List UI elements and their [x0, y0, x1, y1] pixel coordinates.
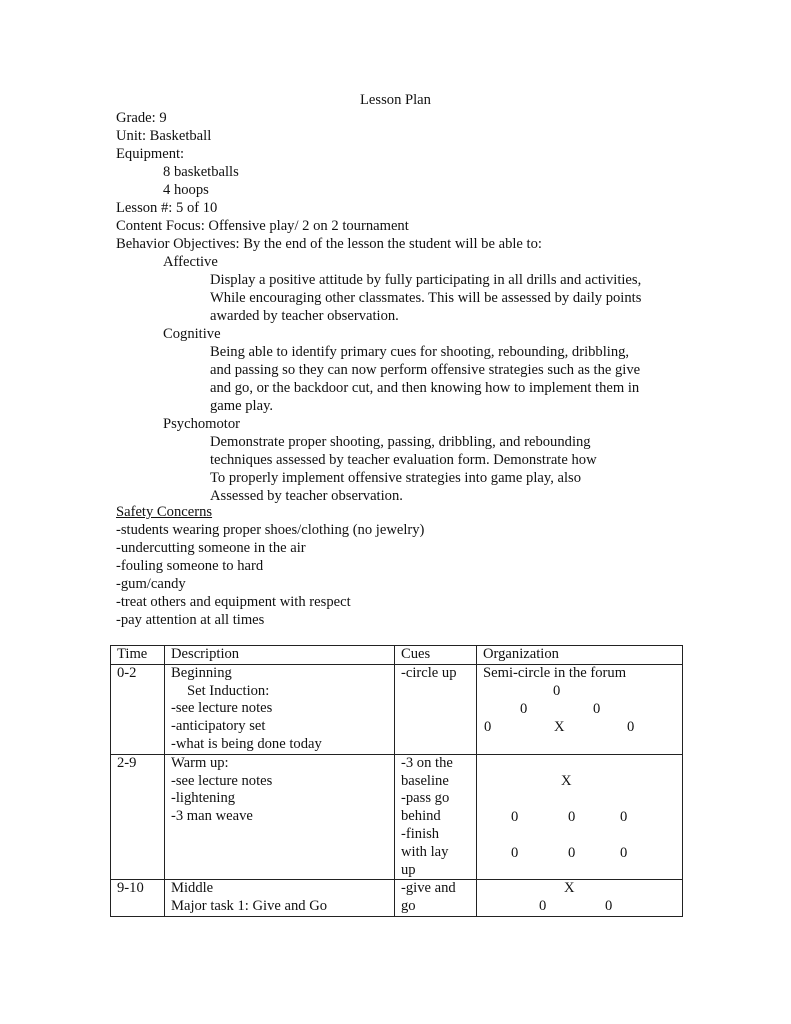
description-line: -see lecture notes	[171, 700, 273, 717]
description-cell	[165, 664, 395, 754]
cue-line: go	[401, 898, 416, 915]
description-line: Major task 1: Give and Go	[171, 898, 328, 915]
description-line: Middle	[171, 880, 214, 897]
player-mark: 0	[511, 844, 519, 861]
cognitive-text: Being able to identify primary cues for shooting, rebounding, dribbling,	[210, 344, 630, 360]
header-organization: Organization	[477, 646, 683, 665]
table-header-row	[111, 646, 683, 665]
table-row	[111, 880, 683, 917]
safety-item: -treat others and equipment with respect	[116, 594, 351, 610]
player-mark: 0	[568, 844, 576, 861]
cue-line: behind	[401, 808, 441, 825]
description-cell	[165, 754, 395, 880]
player-mark: 0	[484, 718, 492, 735]
cue-line: baseline	[401, 772, 449, 789]
player-mark: 0	[620, 808, 628, 825]
safety-item: -gum/candy	[116, 576, 186, 592]
header-time: Time	[111, 646, 165, 665]
player-mark: 0	[605, 898, 613, 915]
cue-line: up	[401, 861, 416, 878]
player-mark: 0	[553, 682, 561, 699]
safety-item: -pay attention at all times	[116, 612, 265, 628]
time-cell: 0-2	[111, 664, 165, 754]
lesson-number-line: Lesson #: 5 of 10	[116, 200, 218, 216]
psychomotor-text: techniques assessed by teacher evaluation form. Demonstrate how	[210, 452, 597, 468]
cognitive-text: and passing so they can now perform offensive strategies such as the give	[210, 362, 641, 378]
behavior-objectives-intro: Behavior Objectives: By the end of the lesson the student will be able to:	[116, 236, 542, 252]
content-focus-line: Content Focus: Offensive play/ 2 on 2 tournament	[116, 218, 409, 234]
description-line: -what is being done today	[171, 735, 322, 752]
safety-item: -students wearing proper shoes/clothing (no jewelry)	[116, 522, 425, 538]
equipment-item: 4 hoops	[163, 182, 209, 198]
affective-text: While encouraging other classmates. This will be assessed by daily points	[210, 290, 642, 306]
safety-heading: Safety Concerns	[116, 504, 213, 520]
cues-cell	[395, 754, 477, 880]
organization-title: Semi-circle in the forum	[483, 664, 627, 681]
affective-text: Display a positive attitude by fully participating in all drills and activities,	[210, 272, 642, 288]
equipment-label: Equipment:	[116, 146, 185, 162]
player-mark: 0	[620, 844, 628, 861]
cue-line: -finish	[401, 825, 440, 842]
page-title: Lesson Plan	[360, 92, 431, 108]
description-line: Set Induction:	[187, 682, 270, 699]
cognitive-text: and go, or the backdoor cut, and then knowing how to implement them in	[210, 380, 640, 396]
organization-cell	[477, 664, 683, 754]
description-cell	[165, 880, 395, 917]
player-mark: 0	[568, 808, 576, 825]
safety-item: -fouling someone to hard	[116, 558, 264, 574]
header-cues: Cues	[395, 646, 477, 665]
cues-cell	[395, 664, 477, 754]
organization-cell	[477, 880, 683, 917]
player-mark: 0	[520, 700, 528, 717]
cue-line: -pass go	[401, 790, 450, 807]
player-mark: 0	[627, 718, 635, 735]
time-cell: 2-9	[111, 754, 165, 880]
description-line: -lightening	[171, 790, 236, 807]
teacher-mark: X	[561, 772, 572, 789]
player-mark: 0	[511, 808, 519, 825]
cue-line: -3 on the	[401, 754, 453, 771]
affective-text: awarded by teacher observation.	[210, 308, 399, 324]
cue-line: with lay	[401, 843, 449, 860]
cue-line: -circle up	[401, 664, 457, 681]
grade-line: Grade: 9	[116, 110, 167, 126]
unit-line: Unit: Basketball	[116, 128, 212, 144]
psychomotor-text: To properly implement offensive strategies into game play, also	[210, 470, 582, 486]
header-description: Description	[165, 646, 395, 665]
cue-line: -give and	[401, 880, 456, 897]
description-line: -anticipatory set	[171, 718, 266, 735]
description-line: -see lecture notes	[171, 772, 273, 789]
time-cell: 9-10	[111, 880, 165, 917]
teacher-mark: X	[554, 718, 565, 735]
table-row	[111, 664, 683, 754]
cognitive-heading: Cognitive	[163, 326, 221, 342]
psychomotor-heading: Psychomotor	[163, 416, 241, 432]
description-line: -3 man weave	[171, 808, 253, 825]
psychomotor-text: Demonstrate proper shooting, passing, dribbling, and rebounding	[210, 434, 591, 450]
description-line: Beginning	[171, 664, 232, 681]
organization-cell	[477, 754, 683, 880]
equipment-item: 8 basketballs	[163, 164, 239, 180]
table-row	[111, 754, 683, 880]
cognitive-text: game play.	[210, 398, 274, 414]
player-mark: 0	[593, 700, 601, 717]
lesson-table	[110, 645, 683, 917]
description-line: Warm up:	[171, 754, 229, 771]
teacher-mark: X	[564, 880, 575, 897]
player-mark: 0	[539, 898, 547, 915]
cues-cell	[395, 880, 477, 917]
affective-heading: Affective	[163, 254, 218, 270]
psychomotor-text: Assessed by teacher observation.	[210, 488, 403, 504]
safety-item: -undercutting someone in the air	[116, 540, 306, 556]
